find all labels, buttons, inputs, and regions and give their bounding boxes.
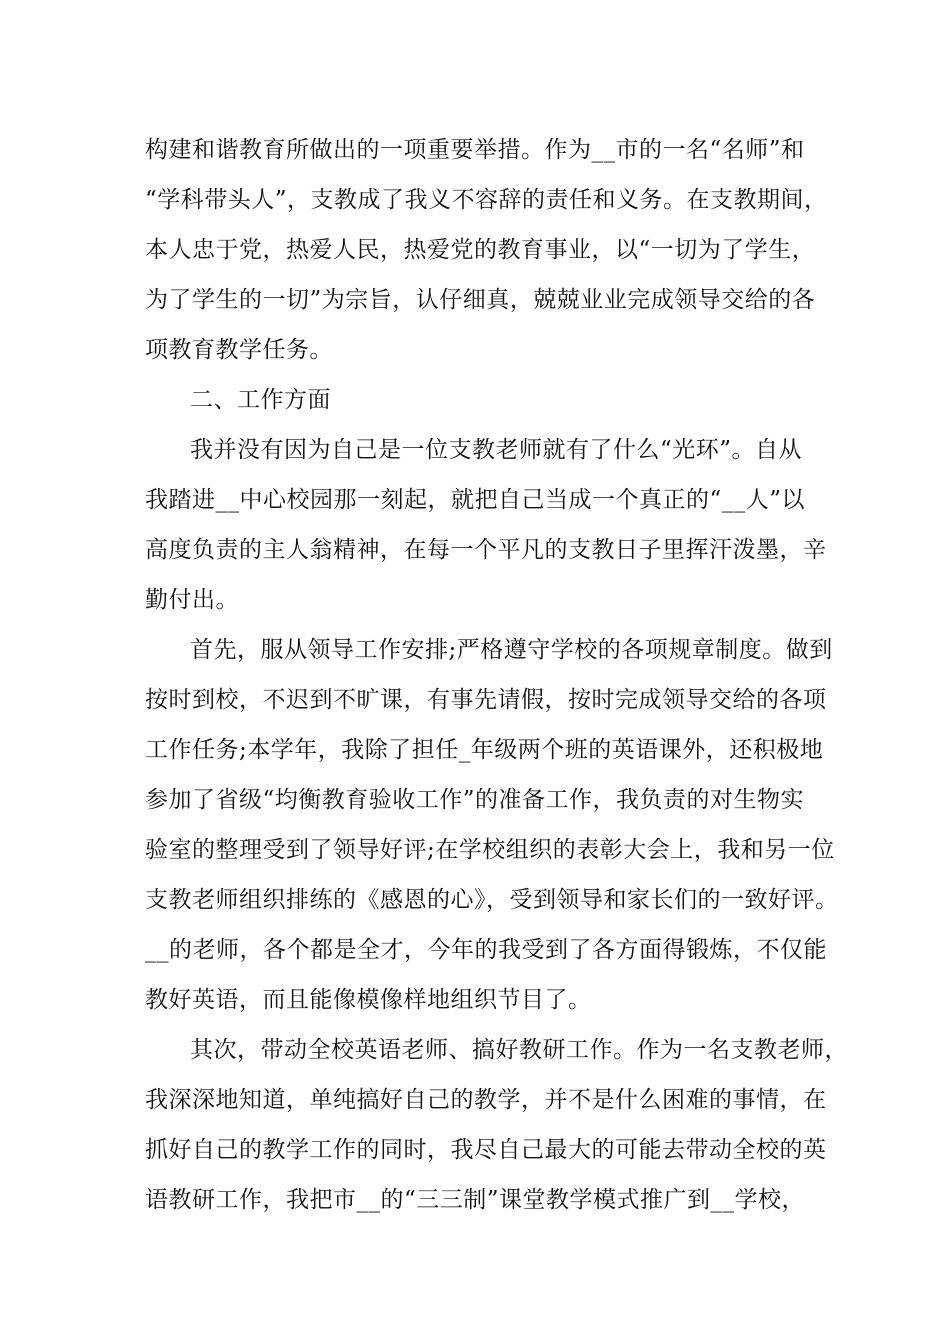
text-line: 首先，服从领导工作安排;严格遵守学校的各项规章制度。做到 bbox=[190, 637, 833, 663]
text-line: 本人忠于党，热爱人民，热爱党的教育事业，以“一切为了学生， bbox=[145, 237, 816, 263]
text-line: 参加了省级“均衡教育验收工作”的准备工作，我负责的对生物实 bbox=[145, 787, 805, 813]
text-line: “学科带头人”，支教成了我义不容辞的责任和义务。在支教期间， bbox=[145, 187, 828, 213]
text-line: 高度负责的主人翁精神，在每一个平凡的支教日子里挥汗泼墨，辛 bbox=[145, 537, 827, 563]
text-line: 教好英语，而且能像模像样地组织节目了。 bbox=[145, 987, 592, 1013]
text-line: 构建和谐教育所做出的一项重要举措。作为__市的一名“名师”和 bbox=[145, 137, 805, 163]
text-line: 其次，带动全校英语老师、搞好教研工作。作为一名支教老师， bbox=[190, 1037, 848, 1063]
text-line: 项教育教学任务。 bbox=[145, 337, 333, 363]
text-line: 按时到校，不迟到不旷课，有事先请假，按时完成领导交给的各项 bbox=[145, 687, 827, 713]
text-line: 我并没有因为自己是一位支教老师就有了什么“光环”。自从 bbox=[190, 437, 803, 463]
text-line: 我踏进__中心校园那一刻起，就把自己当成一个真正的“__人”以 bbox=[145, 487, 806, 513]
text-line: 我深深地知道，单纯搞好自己的教学，并不是什么困难的事情，在 bbox=[145, 1087, 827, 1113]
text-line: 勤付出。 bbox=[145, 587, 239, 613]
section-heading: 二、工作方面 bbox=[190, 387, 331, 413]
text-line: 验室的整理受到了领导好评;在学校组织的表彰大会上，我和另一位 bbox=[145, 837, 835, 863]
text-line: 抓好自己的教学工作的同时，我尽自己最大的可能去带动全校的英 bbox=[145, 1137, 827, 1163]
text-line: 语教研工作，我把市__的“三三制”课堂教学模式推广到__学校， bbox=[145, 1187, 806, 1213]
text-line: 工作任务;本学年，我除了担任_年级两个班的英语课外，还积极地 bbox=[145, 737, 824, 763]
text-line: __的老师，各个都是全才，今年的我受到了各方面得锻炼，不仅能 bbox=[145, 937, 827, 963]
text-line: 为了学生的一切”为宗旨，认仔细真，兢兢业业完成领导交给的各 bbox=[145, 287, 816, 313]
text-line: 支教老师组织排练的《感恩的心》，受到领导和家长们的一致好评。 bbox=[145, 887, 839, 913]
